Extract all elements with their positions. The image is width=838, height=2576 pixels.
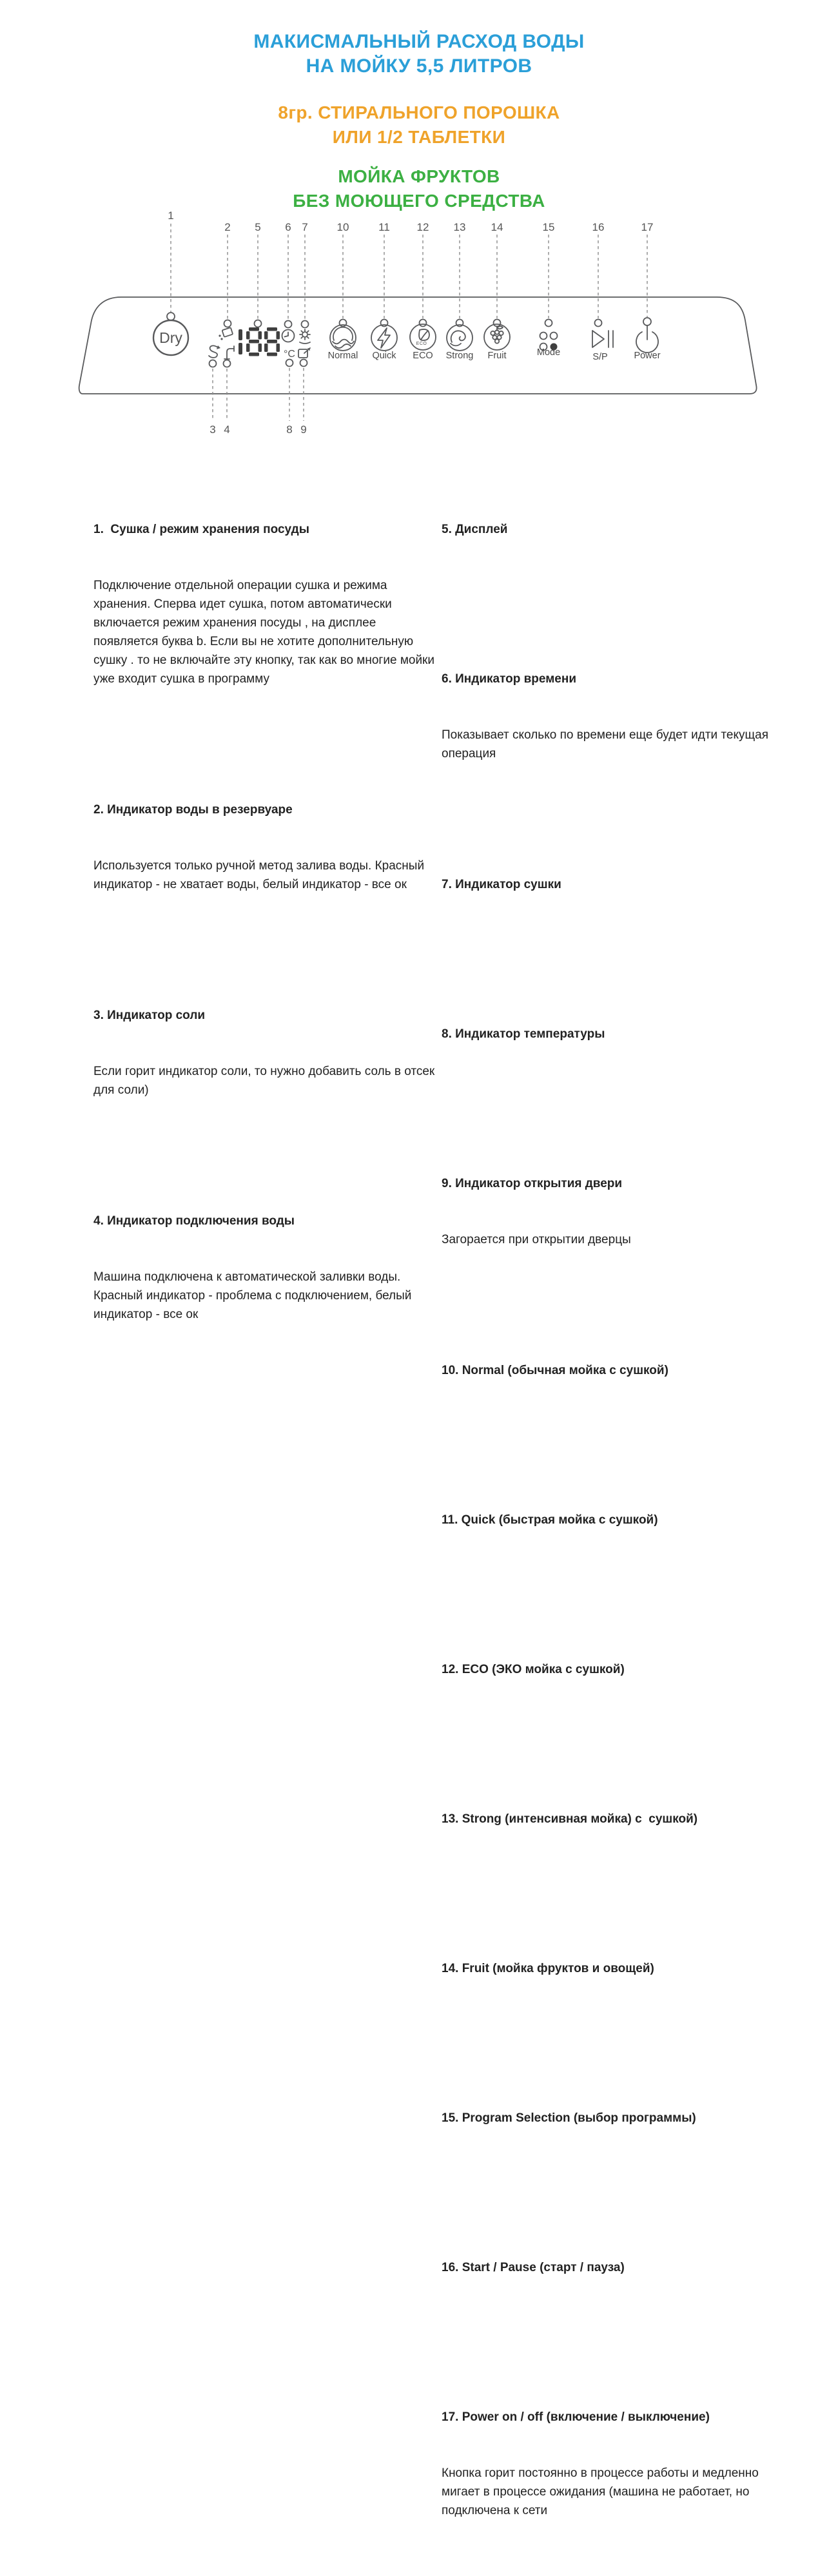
fruit-program-button [484, 324, 510, 361]
item-title: 9. Индикатор открытия двери [442, 1177, 623, 1190]
mode-button [537, 333, 560, 358]
item-body: Загорается при открытии дверцы [442, 1233, 631, 1246]
quick-label: Quick [372, 351, 396, 361]
description-item-16 [442, 2221, 797, 2333]
heading-line: 8гр. СТИРАЛЬНОГО ПОРОШКА [278, 102, 560, 122]
item-title: 2. Индикатор воды в резервуаре [93, 803, 293, 817]
temperature-indicator-icon: °C [284, 349, 295, 360]
item-body: Показывает сколько по времени еще будет идти текущая операция [442, 728, 772, 760]
description-item-5 [442, 483, 797, 595]
strong-label: Strong [445, 351, 474, 361]
description-item-2 [93, 763, 436, 931]
power-label: Power [634, 351, 661, 361]
callout-15: 15 [542, 221, 555, 233]
dry-button [153, 320, 188, 355]
time-indicator-icon [282, 330, 295, 342]
item-body: Машина подключена к автоматической заливки воды. Красный индикатор - проблема с подключением, белый индикатор - все ок [93, 1270, 415, 1321]
dry-indicator-icon [300, 329, 310, 344]
description-item-14 [442, 1922, 797, 2034]
start-pause-label: S/P [592, 352, 608, 362]
item-body: Используется только ручной метод залива воды. Красный индикатор - не хватает воды, белый индикатор - все ок [93, 859, 428, 891]
salt-indicator-icon [209, 345, 220, 358]
heading-line: МОЙКА ФРУКТОВ [338, 166, 500, 186]
strong-program-button [446, 325, 474, 361]
item-title: 10. Normal (обычная мойка с сушкой) [442, 1364, 668, 1377]
item-title: 17. Power on / off (включение / выключение) [442, 2410, 710, 2424]
dry-button-label: Dry [159, 329, 182, 346]
callout-16: 16 [592, 221, 605, 233]
callout-10: 10 [336, 221, 349, 233]
start-pause-button [592, 331, 613, 362]
item-body: Подключение отдельной операции сушка и режима хранения. Сперва идет сушка, потом автоматически включается режим хранения посуды , на дисплее появляется буква b. Если вы не хотите дополнительную сушку . то не включайте эту кнопку, так как во многие мойки уже входит сушка в программу [93, 579, 438, 686]
callout-5: 5 [255, 221, 261, 233]
eco-label: ECO [413, 351, 433, 361]
heading-line: БЕЗ МОЮЩЕГО СРЕДСТВА [293, 191, 545, 211]
item-title: 1. Сушка / режим хранения посуды [93, 523, 309, 536]
description-item-7 [442, 838, 797, 950]
callout-11: 11 [378, 221, 390, 233]
descriptions-right-column [442, 445, 797, 2576]
callout-7: 7 [302, 221, 308, 233]
description-item-9 [442, 1137, 797, 1286]
water-reservoir-icon [219, 327, 233, 340]
control-panel-diagram [0, 0, 838, 451]
eco-icon-text: ECO [416, 342, 427, 346]
item-title: 11. Quick (быстрая мойка с сушкой) [442, 1513, 658, 1527]
item-title: 5. Дисплей [442, 523, 508, 536]
description-item-4 [93, 1174, 436, 1361]
heading-line: ИЛИ 1/2 ТАБЛЕТКИ [332, 127, 506, 147]
item-title: 7. Индикатор сушки [442, 878, 561, 891]
item-title: 16. Start / Pause (старт / пауза) [442, 2261, 625, 2274]
quick-program-button [371, 325, 397, 361]
display-188 [239, 327, 280, 356]
description-item-10 [442, 1324, 797, 1436]
callout-4: 4 [224, 423, 230, 436]
callout-8: 8 [286, 423, 293, 436]
description-item-15 [442, 2071, 797, 2184]
item-title: 14. Fruit (мойка фруктов и овощей) [442, 1962, 654, 1975]
fruit-label: Fruit [487, 351, 507, 361]
callout-lines-bottom [213, 368, 304, 421]
item-title: 15. Program Selection (выбор программы) [442, 2111, 696, 2125]
description-item-6 [442, 632, 797, 800]
item-body: Кнопка горит постоянно в процессе работы и медленно мигает в процессе ожидания (машина не работает, но подключена к сети [442, 2466, 763, 2517]
callout-1: 1 [168, 209, 174, 222]
callout-6: 6 [285, 221, 291, 233]
callout-12: 12 [416, 221, 429, 233]
item-title: 12. ECO (ЭКО мойка с сушкой) [442, 1663, 625, 1676]
item-title: 6. Индикатор времени [442, 672, 576, 686]
heading-line: МАКИСМАЛЬНЫЙ РАСХОД ВОДЫ [253, 31, 585, 52]
item-title: 3. Индикатор соли [93, 1009, 206, 1022]
item-title: 13. Strong (интенсивная мойка) с сушкой) [442, 1812, 698, 1826]
normal-program-button [328, 325, 358, 361]
mode-label: Mode [536, 347, 561, 358]
description-item-11 [442, 1473, 797, 1585]
water-connection-icon [224, 346, 234, 359]
callout-17: 17 [641, 221, 654, 233]
description-item-1 [93, 483, 436, 726]
item-title: 4. Индикатор подключения воды [93, 1214, 295, 1228]
description-item-8 [442, 987, 797, 1099]
normal-label: Normal [327, 351, 358, 361]
description-item-13 [442, 1772, 797, 1884]
callout-3: 3 [210, 423, 216, 436]
power-button [634, 325, 660, 361]
callout-2: 2 [224, 221, 231, 233]
callout-13: 13 [453, 221, 466, 233]
descriptions-left-column [93, 445, 436, 1380]
description-item-12 [442, 1623, 797, 1735]
callout-lines-top [171, 224, 647, 320]
callout-14: 14 [491, 221, 503, 233]
heading-line: НА МОЙКУ 5,5 ЛИТРОВ [306, 55, 532, 77]
item-body: Если горит индикатор соли, то нужно добавить соль в отсек для соли) [93, 1065, 438, 1097]
eco-program-button [410, 324, 436, 361]
callout-9: 9 [300, 423, 307, 436]
item-title: 8. Индикатор температуры [442, 1027, 605, 1041]
description-item-17 [442, 2370, 797, 2557]
description-item-3 [93, 969, 436, 1137]
door-open-indicator-icon [298, 348, 310, 358]
